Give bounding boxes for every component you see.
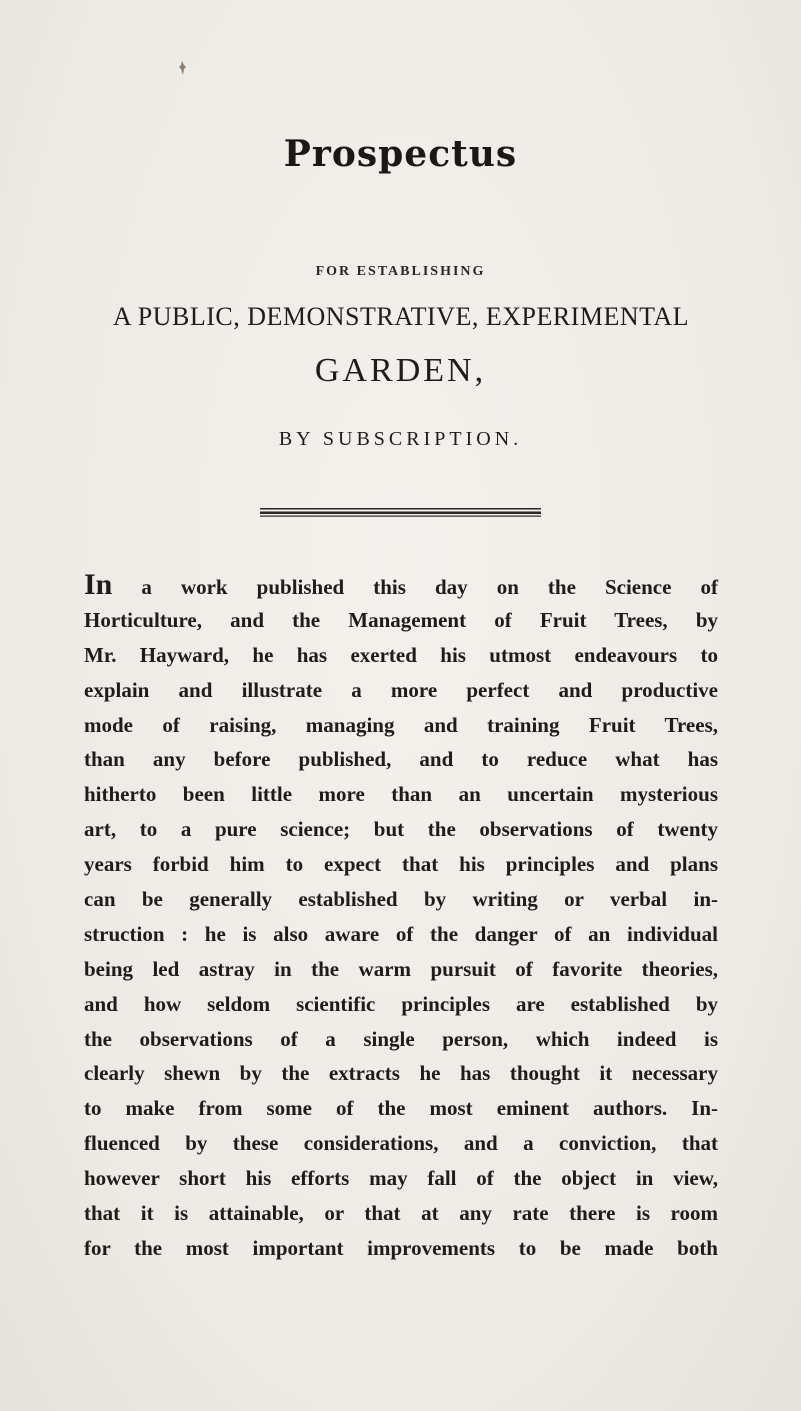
body-line: explain and illustrate a more perfect and productive — [84, 677, 718, 702]
body-line: to make from some of the most eminent authors. In- — [84, 1096, 718, 1121]
body-paragraph — [84, 568, 718, 1266]
body-line: and how seldom scientific principles are established by — [84, 991, 718, 1016]
prospectus-title: Prospectus — [283, 133, 518, 175]
body-line: Mr. Hayward, he has exerted his utmost endeavours to — [84, 642, 718, 667]
body-line: than any before published, and to reduce what has — [84, 747, 718, 772]
subtitle-by-subscription: BY SUBSCRIPTION. — [278, 428, 523, 450]
body-line: struction : he is also aware of the danger of an individual — [84, 921, 718, 946]
body-line-1: a work published this day on the Science of — [112, 575, 718, 599]
body-line: that it is attainable, or that at any rate there is room — [84, 1201, 718, 1226]
body-line: the observations of a single person, which indeed is — [84, 1026, 718, 1051]
initial-word: In — [84, 568, 113, 601]
body-line: fluenced by these considerations, and a conviction, that — [84, 1131, 718, 1156]
body-line: art, to a pure science; but the observations of twenty — [84, 817, 718, 842]
body-line: for the most important improvements to be made both — [84, 1235, 718, 1260]
ink-speck — [178, 60, 188, 76]
body-line: can be generally established by writing or verbal in- — [84, 887, 718, 912]
subtitle-for-establishing: FOR ESTABLISHING — [315, 264, 486, 279]
subtitle-garden: GARDEN, — [314, 352, 487, 389]
body-line: clearly shewn by the extracts he has thought it necessary — [84, 1061, 718, 1086]
ornamental-rule — [260, 508, 541, 517]
body-line: hitherto been little more than an uncertain mysterious — [84, 782, 718, 807]
body-line: mode of raising, managing and training Fruit Trees, — [84, 712, 718, 737]
body-line: Horticulture, and the Management of Fruit Trees, by — [84, 607, 718, 632]
body-line: being led astray in the warm pursuit of favorite theories, — [84, 956, 718, 981]
body-line: however short his efforts may fall of the object in view, — [84, 1166, 718, 1191]
subtitle-public-garden: A PUBLIC, DEMONSTRATIVE, EXPERIMENTAL — [112, 302, 690, 331]
body-line-first — [84, 568, 718, 603]
body-line: years forbid him to expect that his principles and plans — [84, 852, 718, 877]
